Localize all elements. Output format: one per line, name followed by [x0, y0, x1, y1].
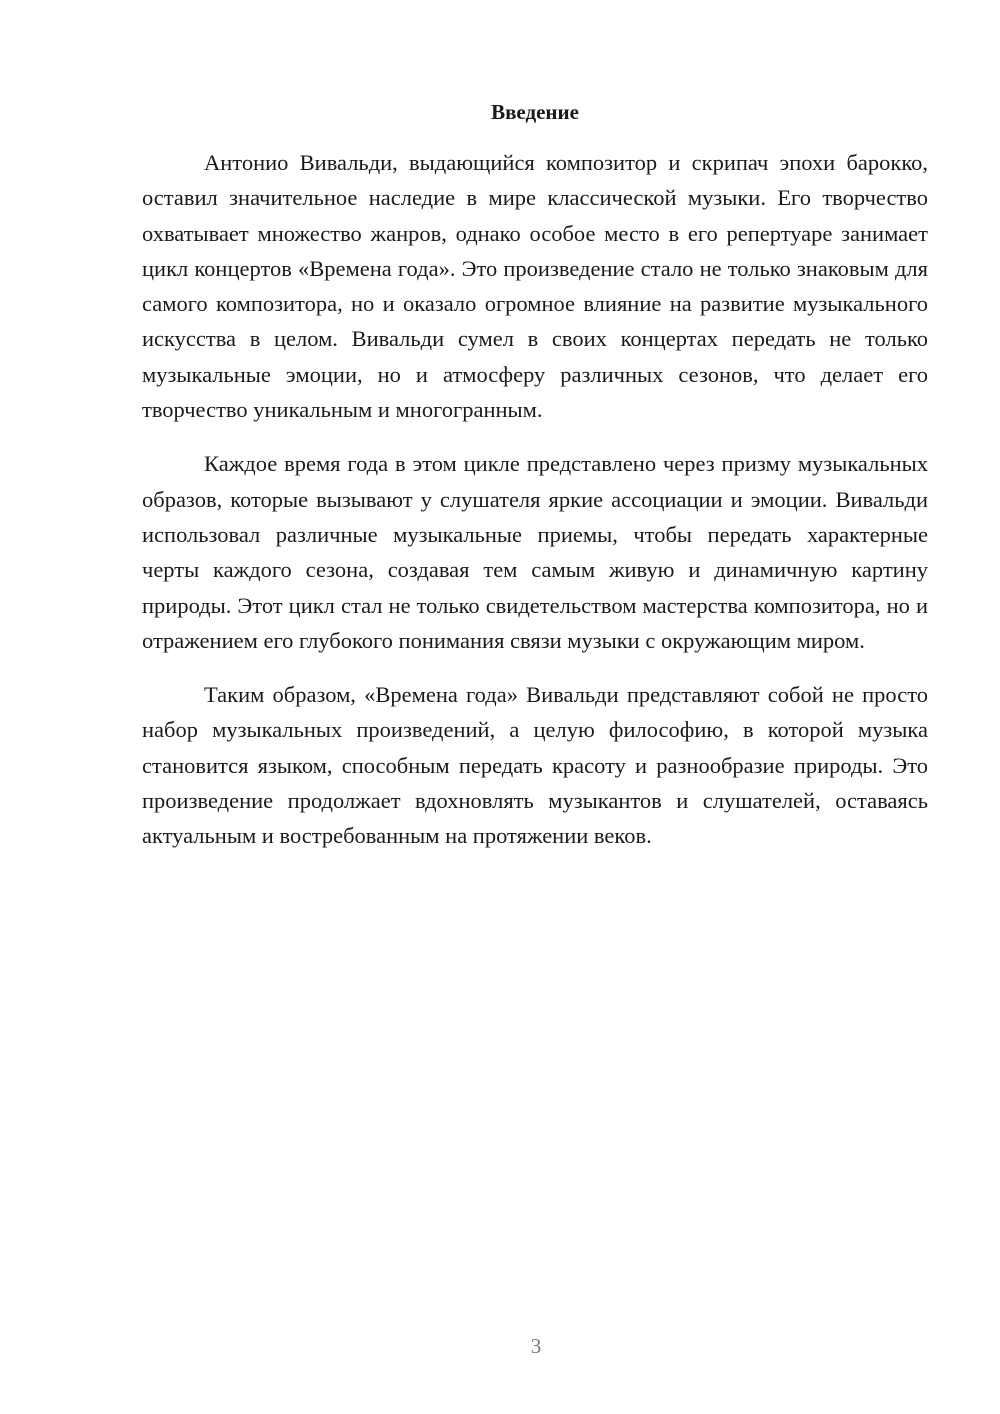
- body-text: [142, 145, 928, 873]
- paragraph-3: Таким образом, «Времена года» Вивальди представляют собой не просто набор музыкальных произведений, а целую философию, в которой музыка становится языком, способным передать красоту и разнообразие природы. Это произведение продолжает вдохновлять музыкантов и слушателей, оставаясь актуальным и востребованным на протяжении веков.: [142, 682, 928, 849]
- page-number: 3: [530, 1334, 542, 1358]
- section-heading: Введение: [491, 100, 579, 124]
- paragraph-2: Каждое время года в этом цикле представлено через призму музыкальных образов, которые вызывают у слушателя яркие ассоциации и эмоции. Вивальди использовал различные музыкальные приемы, чтобы передать характерные черты каждого сезона, создавая тем самым живую и динамичную картину природы. Этот цикл стал не только свидетельством мастерства композитора, но и отражением его глубокого понимания связи музыки с окружающим миром.: [142, 451, 928, 653]
- paragraph-1: Антонио Вивальди, выдающийся композитор и скрипач эпохи барокко, оставил значительное наследие в мире классической музыки. Его творчество охватывает множество жанров, однако особое место в его репертуаре занимает цикл концертов «Времена года». Это произведение стало не только знаковым для самого композитора, но и оказало огромное влияние на развитие музыкального искусства в целом. Вивальди сумел в своих концертах передать не только музыкальные эмоции, но и атмосферу различных сезонов, что делает его творчество уникальным и многогранным.: [142, 150, 928, 423]
